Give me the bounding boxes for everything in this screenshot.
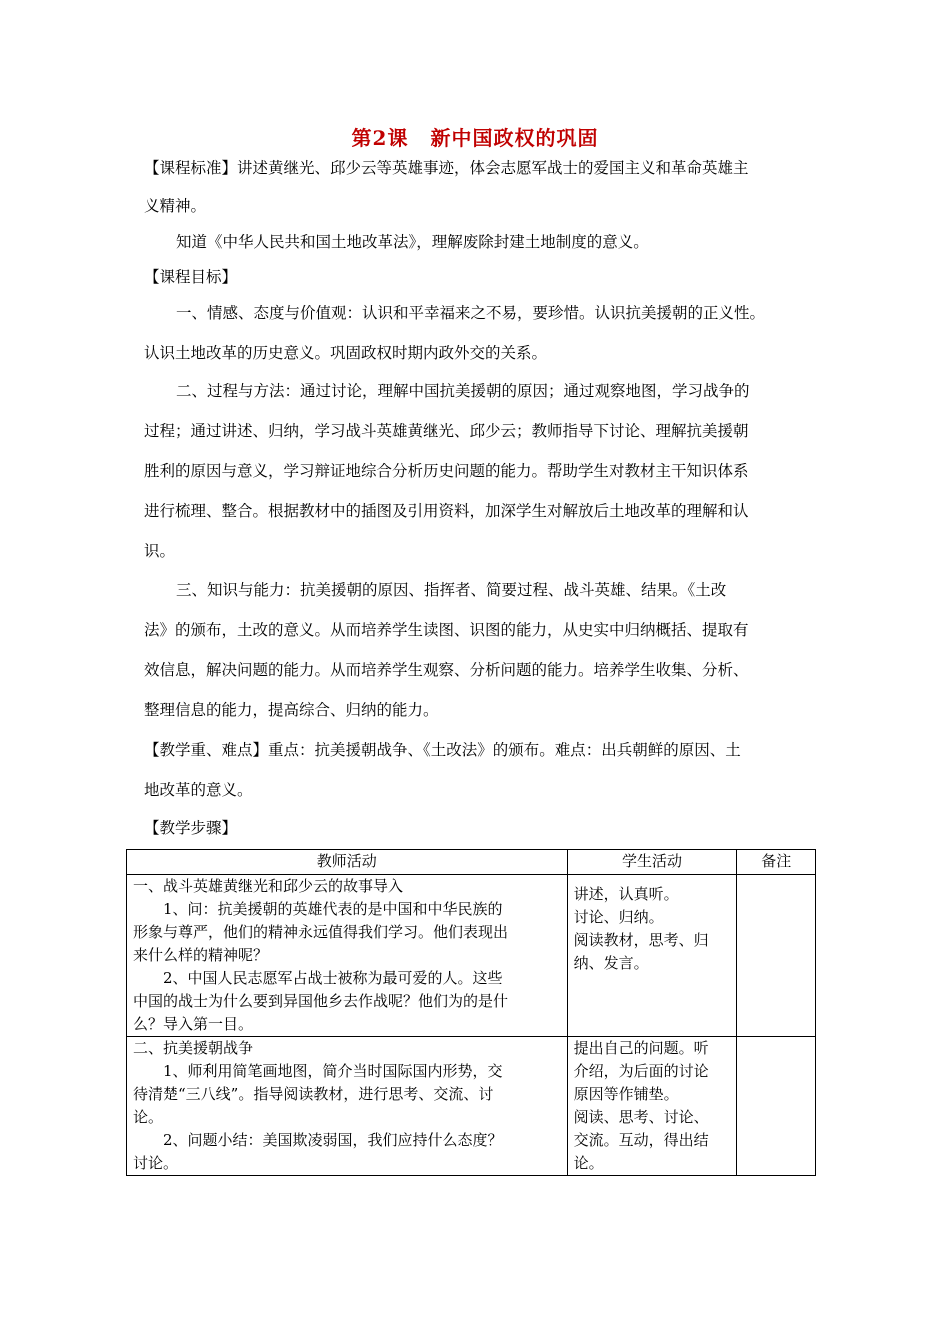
goal-3-line-4: 整理信息的能力，提高综合、归纳的能力。 <box>144 701 439 719</box>
teacher-line: 2、问题小结：美国欺凌弱国，我们应持什么态度？ <box>163 1131 503 1149</box>
student-cell <box>567 875 737 1037</box>
lesson-name: 新中国政权的巩固 <box>430 126 599 150</box>
goals-heading: 【课程目标】 <box>144 268 238 286</box>
goal-3-line-3: 效信息，解决问题的能力。从而培养学生观察、分析问题的能力。培养学生收集、分析、 <box>144 661 749 679</box>
student-line: 阅读、思考、讨论、 <box>573 1108 709 1126</box>
key-points-line-1: 【教学重、难点】重点：抗美援朝战争、《土改法》的颁布。难点：出兵朝鲜的原因、土 <box>144 741 741 759</box>
student-line: 论。 <box>573 1154 604 1172</box>
header-teacher: 教师活动 <box>127 850 568 875</box>
goal-3-line-2: 法》的颁布，土改的意义。从而培养学生读图、识图的能力，从史实中归纳概括、提取有 <box>144 621 749 639</box>
goal-2-line-5: 识。 <box>144 542 176 560</box>
goal-1-line-1: 一、情感、态度与价值观：认识和平幸福来之不易，要珍惜。认识抗美援朝的正义性。 <box>176 304 766 322</box>
teacher-line: 来什么样的精神呢？ <box>133 946 269 964</box>
teacher-line: 待清楚“三八线”。指导阅读教材，进行思考、交流、讨 <box>133 1085 494 1103</box>
table-header-row <box>127 850 816 875</box>
teacher-cell <box>127 1037 568 1176</box>
student-line: 交流。互动，得出结 <box>573 1131 709 1149</box>
teacher-line: 二、抗美援朝战争 <box>133 1039 254 1057</box>
student-line: 阅读教材，思考、归 <box>573 931 709 949</box>
student-cell <box>567 1037 737 1176</box>
goal-3-line-1: 三、知识与能力：抗美援朝的原因、指挥者、简要过程、战斗英雄、结果。《土改 <box>176 581 727 599</box>
header-student: 学生活动 <box>567 850 737 875</box>
teacher-line: 论。 <box>133 1108 164 1126</box>
steps-heading: 【教学步骤】 <box>144 819 238 837</box>
page-title <box>0 122 950 151</box>
student-line: 纳、发言。 <box>573 954 649 972</box>
header-note: 备注 <box>737 850 816 875</box>
goal-2-line-3: 胜利的原因与意义，学习辩证地综合分析历史问题的能力。帮助学生对教材主干知识体系 <box>144 462 749 480</box>
teacher-line: 讨论。 <box>133 1154 179 1172</box>
standard-line-2: 义精神。 <box>144 197 207 215</box>
goal-1-line-2: 认识土地改革的历史意义。巩固政权时期内政外交的关系。 <box>144 344 548 362</box>
student-line: 讨论、归纳。 <box>573 908 664 926</box>
lesson-number: 第2课 <box>351 126 409 150</box>
teaching-steps-table <box>126 849 816 1176</box>
teacher-line: 一、战斗英雄黄继光和邱少云的故事导入 <box>133 877 404 895</box>
student-line: 介绍，为后面的讨论 <box>573 1062 709 1080</box>
standard-line-3: 知道《中华人民共和国土地改革法》，理解废除封建土地制度的意义。 <box>176 233 649 251</box>
teacher-line: 中国的战士为什么要到异国他乡去作战呢？他们为的是什 <box>133 992 509 1010</box>
goal-2-line-1: 二、过程与方法：通过讨论，理解中国抗美援朝的原因；通过观察地图，学习战争的 <box>176 382 750 400</box>
teacher-line: 么？导入第一目。 <box>133 1015 254 1033</box>
student-line: 原因等作铺垫。 <box>573 1085 679 1103</box>
key-points-line-2: 地改革的意义。 <box>144 781 253 799</box>
goal-2-line-4: 进行梳理、整合。根据教材中的插图及引用资料，加深学生对解放后土地改革的理解和认 <box>144 502 749 520</box>
standard-line-1: 【课程标准】讲述黄继光、邱少云等英雄事迹，体会志愿军战士的爱国主义和革命英雄主 <box>144 159 749 177</box>
goal-2-line-2: 过程；通过讲述、归纳，学习战斗英雄黄继光、邱少云；教师指导下讨论、理解抗美援朝 <box>144 422 749 440</box>
student-line: 提出自己的问题。听 <box>573 1039 709 1057</box>
student-line: 讲述，认真听。 <box>573 885 679 903</box>
teacher-line: 形象与尊严，他们的精神永远值得我们学习。他们表现出 <box>133 923 509 941</box>
teacher-cell <box>127 875 568 1037</box>
teacher-line: 1、问：抗美援朝的英雄代表的是中国和中华民族的 <box>163 900 503 918</box>
note-cell <box>737 1037 816 1176</box>
note-cell <box>737 875 816 1037</box>
teacher-line: 1、师利用简笔画地图，简介当时国际国内形势，交 <box>163 1062 503 1080</box>
table-row <box>127 1037 816 1176</box>
teacher-line: 2、中国人民志愿军占战士被称为最可爱的人。这些 <box>163 969 503 987</box>
table-row <box>127 875 816 1037</box>
